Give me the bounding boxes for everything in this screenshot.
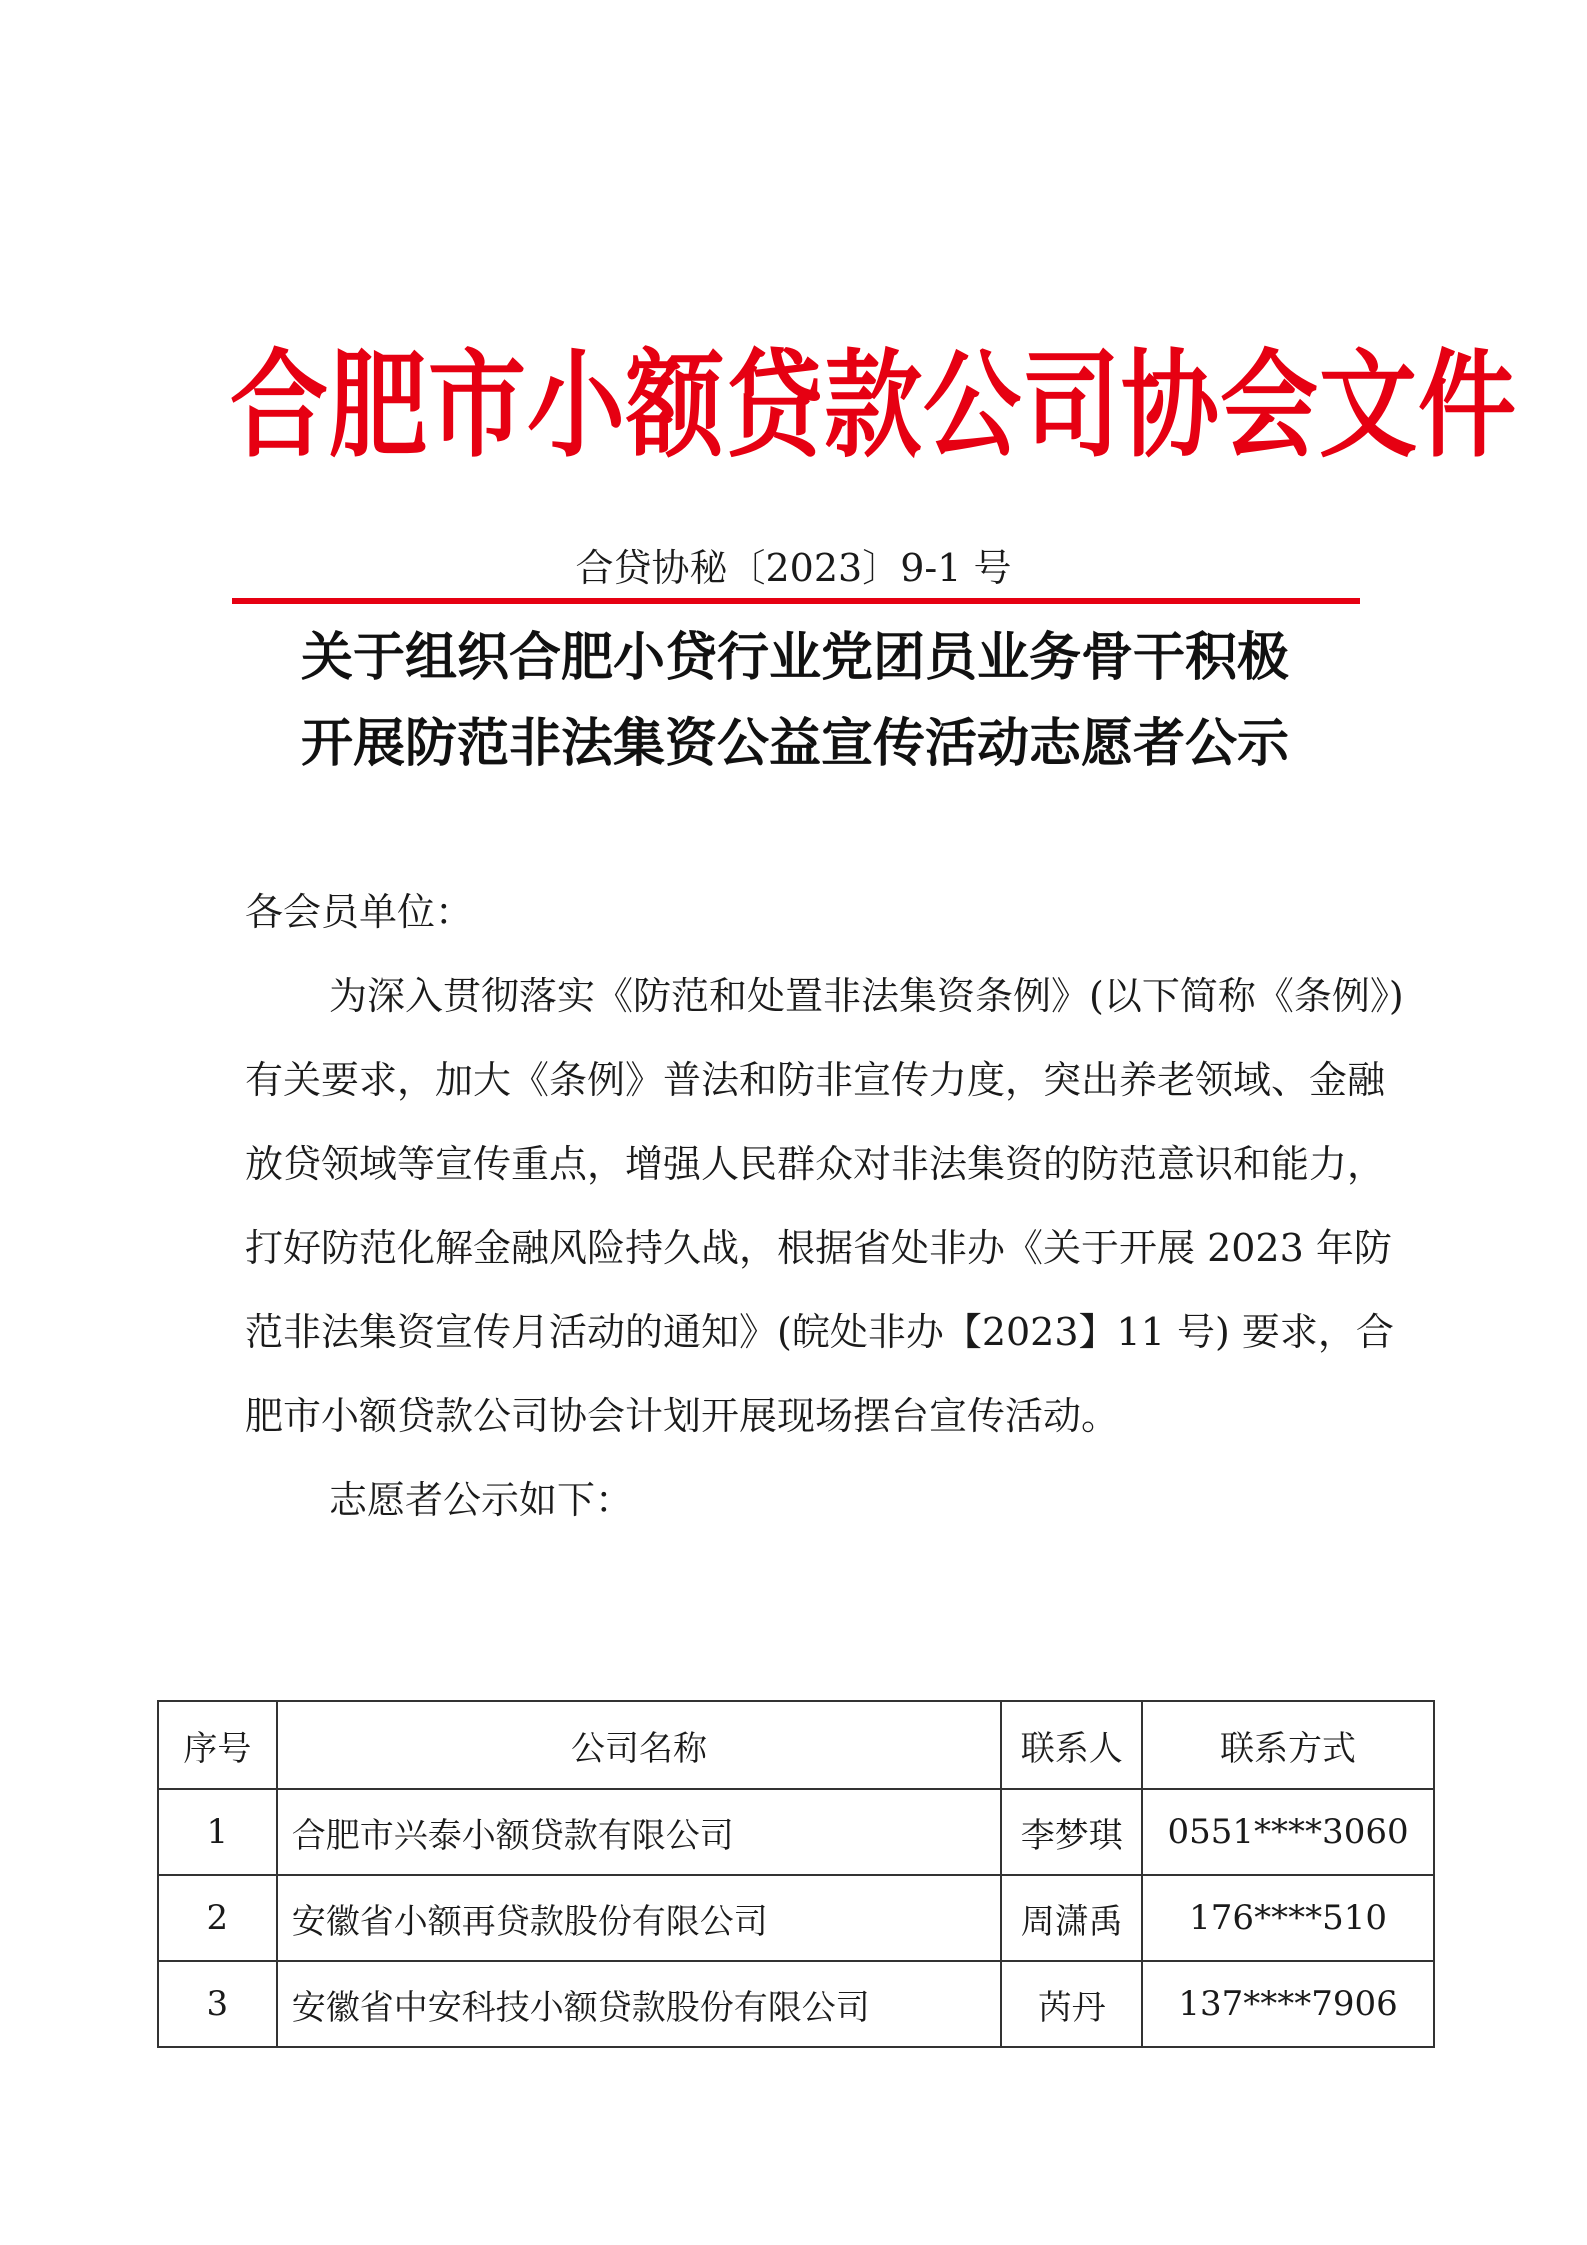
- header-phone: 联系方式: [1142, 1701, 1434, 1789]
- red-divider-line: [232, 598, 1360, 604]
- cell-company: 安徽省中安科技小额贷款股份有限公司: [277, 1961, 1002, 2047]
- cell-contact-person: 周潇禹: [1001, 1875, 1142, 1961]
- cell-index: 2: [158, 1875, 277, 1961]
- document-title-line-1: 关于组织合肥小贷行业党团员业务骨干积极: [300, 628, 1289, 688]
- salutation: 各会员单位：: [245, 890, 474, 934]
- document-title: [200, 615, 1390, 787]
- table-row: [158, 1961, 1434, 2047]
- cell-contact-person: 芮丹: [1001, 1961, 1142, 2047]
- header-index: 序号: [158, 1701, 277, 1789]
- document-number: 合贷协秘〔2023〕9-1 号: [575, 546, 1012, 590]
- document-title-line-2: 开展防范非法集资公益宣传活动志愿者公示: [300, 714, 1289, 774]
- cell-index: 1: [158, 1789, 277, 1875]
- cell-phone: 137****7906: [1142, 1961, 1434, 2047]
- cell-phone: 176****510: [1142, 1875, 1434, 1961]
- document-body: [245, 870, 1405, 1542]
- body-paragraph: 为深入贯彻落实《防范和处置非法集资条例》(以下简称《条例》)有关要求，加大《条例》普法和防非宣传力度，突出养老领域、金融 放贷领域等宣传重点，增强人民群众对非法集资的防范意识和能力， 打好防范化解金融风险持久战，根据省处非办《关于开展 2023 年防范非法集资宣传月活动的通知》(皖处非办【2023】11 号) 要求，合肥市小额贷款公司协会计划开展现场摆台宣传活动。: [245, 974, 1404, 1438]
- header-contact-person: 联系人: [1001, 1701, 1142, 1789]
- cell-index: 3: [158, 1961, 277, 2047]
- table-header-row: [158, 1701, 1434, 1789]
- header-company: 公司名称: [277, 1701, 1002, 1789]
- table-lead-in: 志愿者公示如下：: [329, 1478, 634, 1522]
- cell-contact-person: 李梦琪: [1001, 1789, 1142, 1875]
- cell-company: 安徽省小额再贷款股份有限公司: [277, 1875, 1002, 1961]
- table-row: [158, 1789, 1434, 1875]
- volunteer-table: [157, 1700, 1435, 2048]
- masthead-title: 合肥市小额贷款公司协会文件: [230, 339, 1518, 474]
- table-row: [158, 1875, 1434, 1961]
- cell-phone: 0551****3060: [1142, 1789, 1434, 1875]
- cell-company: 合肥市兴泰小额贷款有限公司: [277, 1789, 1002, 1875]
